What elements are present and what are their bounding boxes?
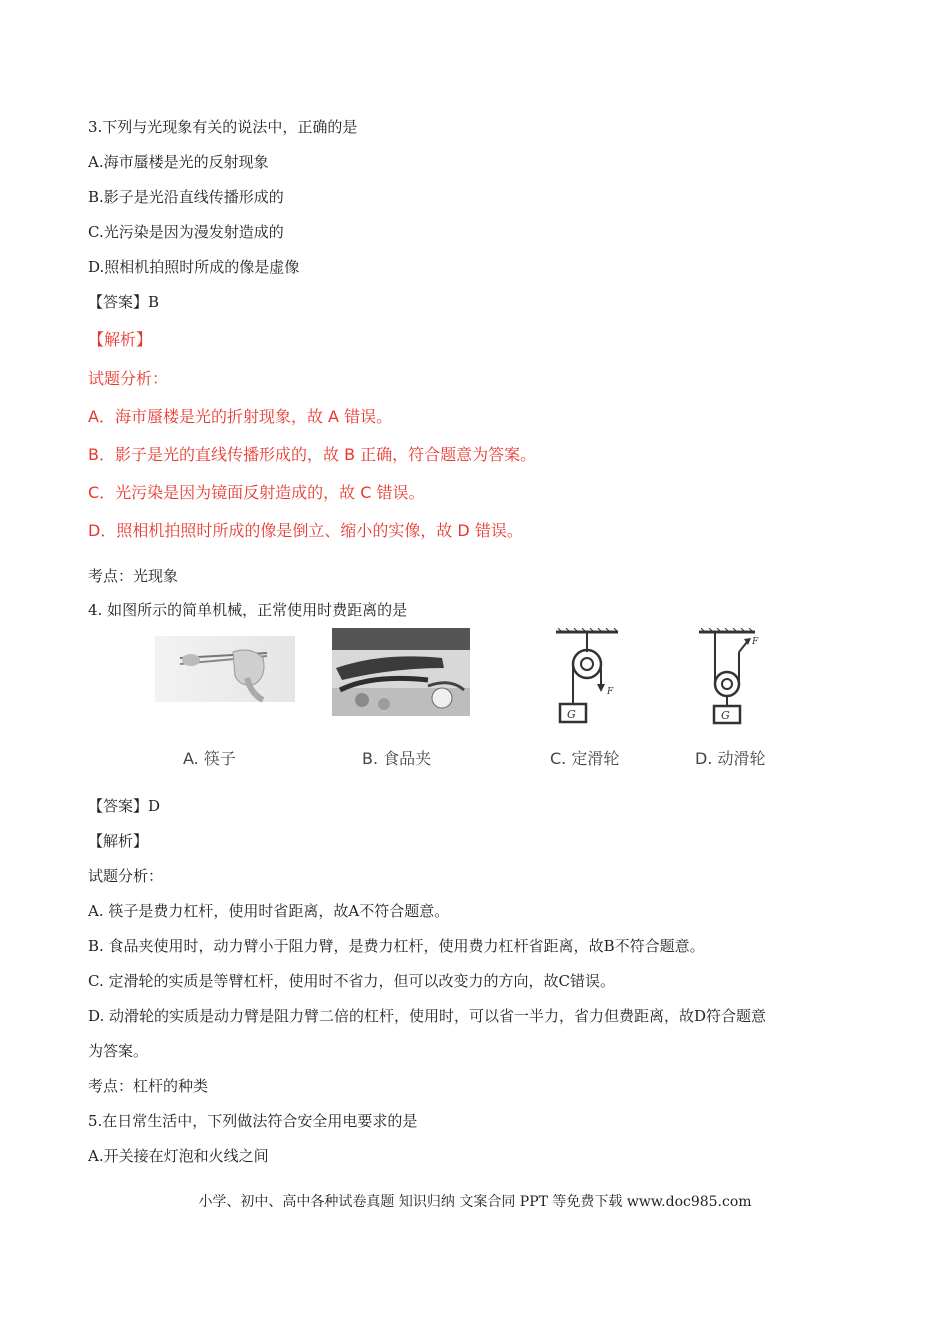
q3-analysis-c: C．光污染是因为镜面反射造成的，故 C 错误。 (88, 483, 425, 502)
q3-option-c: C.光污染是因为漫发射造成的 (88, 223, 284, 241)
q4-analysis-c: C. 定滑轮的实质是等臂杠杆，使用时不省力，但可以改变力的方向，故C错误。 (88, 972, 615, 990)
fixed-pulley-diagram (550, 628, 630, 728)
chopsticks-image (155, 628, 295, 708)
q4-analysis-a: A. 筷子是费力杠杆，使用时省距离，故A不符合题意。 (88, 902, 450, 920)
q3-topic: 考点：光现象 (88, 567, 179, 585)
svg-text:F: F (607, 687, 614, 697)
svg-text:G: G (567, 708, 576, 721)
q4-analysis-title: 【解析】 (88, 832, 149, 850)
figure-caption-d: D. 动滑轮 (695, 749, 766, 768)
q3-answer: 【答案】B (88, 293, 160, 311)
svg-text:G: G (721, 709, 730, 722)
q3-analysis-d: D．照相机拍照时所成的像是倒立、缩小的实像，故 D 错误。 (88, 521, 523, 540)
svg-text:F: F (752, 637, 759, 647)
q4-analysis-d-cont: 为答案。 (88, 1042, 149, 1060)
q3-analysis-b: B．影子是光的直线传播形成的，故 B 正确，符合题意为答案。 (88, 445, 537, 464)
q3-stem: 3.下列与光现象有关的说法中，正确的是 (88, 118, 358, 136)
q3-analysis-intro: 试题分析： (88, 369, 169, 388)
figure-movable-pulley (695, 628, 795, 768)
q4-analysis-intro: 试题分析： (88, 867, 164, 885)
food-tongs-image (332, 628, 470, 716)
q3-option-b: B.影子是光沿直线传播形成的 (88, 188, 284, 206)
page-footer: 小学、初中、高中各种试卷真题 知识归纳 文案合同 PPT 等免费下载 www.doc985.com (198, 1194, 752, 1210)
q4-stem: 4. 如图所示的简单机械，正常使用时费距离的是 (88, 601, 408, 619)
q4-topic: 考点：杠杆的种类 (88, 1077, 209, 1095)
figure-fixed-pulley (550, 628, 640, 768)
figure-caption-a: A. 筷子 (183, 749, 236, 768)
q4-figure-row (155, 628, 795, 778)
q3-analysis-title: 【解析】 (88, 330, 153, 349)
movable-pulley-diagram (695, 628, 775, 728)
figure-food-tongs (332, 628, 470, 768)
q4-analysis-d: D. 动滑轮的实质是动力臂是阻力臂二倍的杠杆，使用时，可以省一半力，省力但费距离，故D符合题意 (88, 1007, 767, 1025)
q3-option-d: D.照相机拍照时所成的像是虚像 (88, 258, 300, 276)
q4-analysis-b: B. 食品夹使用时，动力臂小于阻力臂，是费力杠杆，使用费力杠杆省距离，故B不符合题意。 (88, 937, 705, 955)
q5-option-a: A.开关接在灯泡和火线之间 (88, 1147, 269, 1165)
q5-stem: 5.在日常生活中，下列做法符合安全用电要求的是 (88, 1112, 418, 1130)
figure-caption-b: B. 食品夹 (362, 749, 432, 768)
q4-answer: 【答案】D (88, 797, 161, 815)
figure-chopsticks (155, 628, 295, 768)
q3-option-a: A.海市蜃楼是光的反射现象 (88, 153, 269, 171)
figure-caption-c: C. 定滑轮 (550, 749, 620, 768)
q3-analysis-a: A．海市蜃楼是光的折射现象，故 A 错误。 (88, 407, 393, 426)
